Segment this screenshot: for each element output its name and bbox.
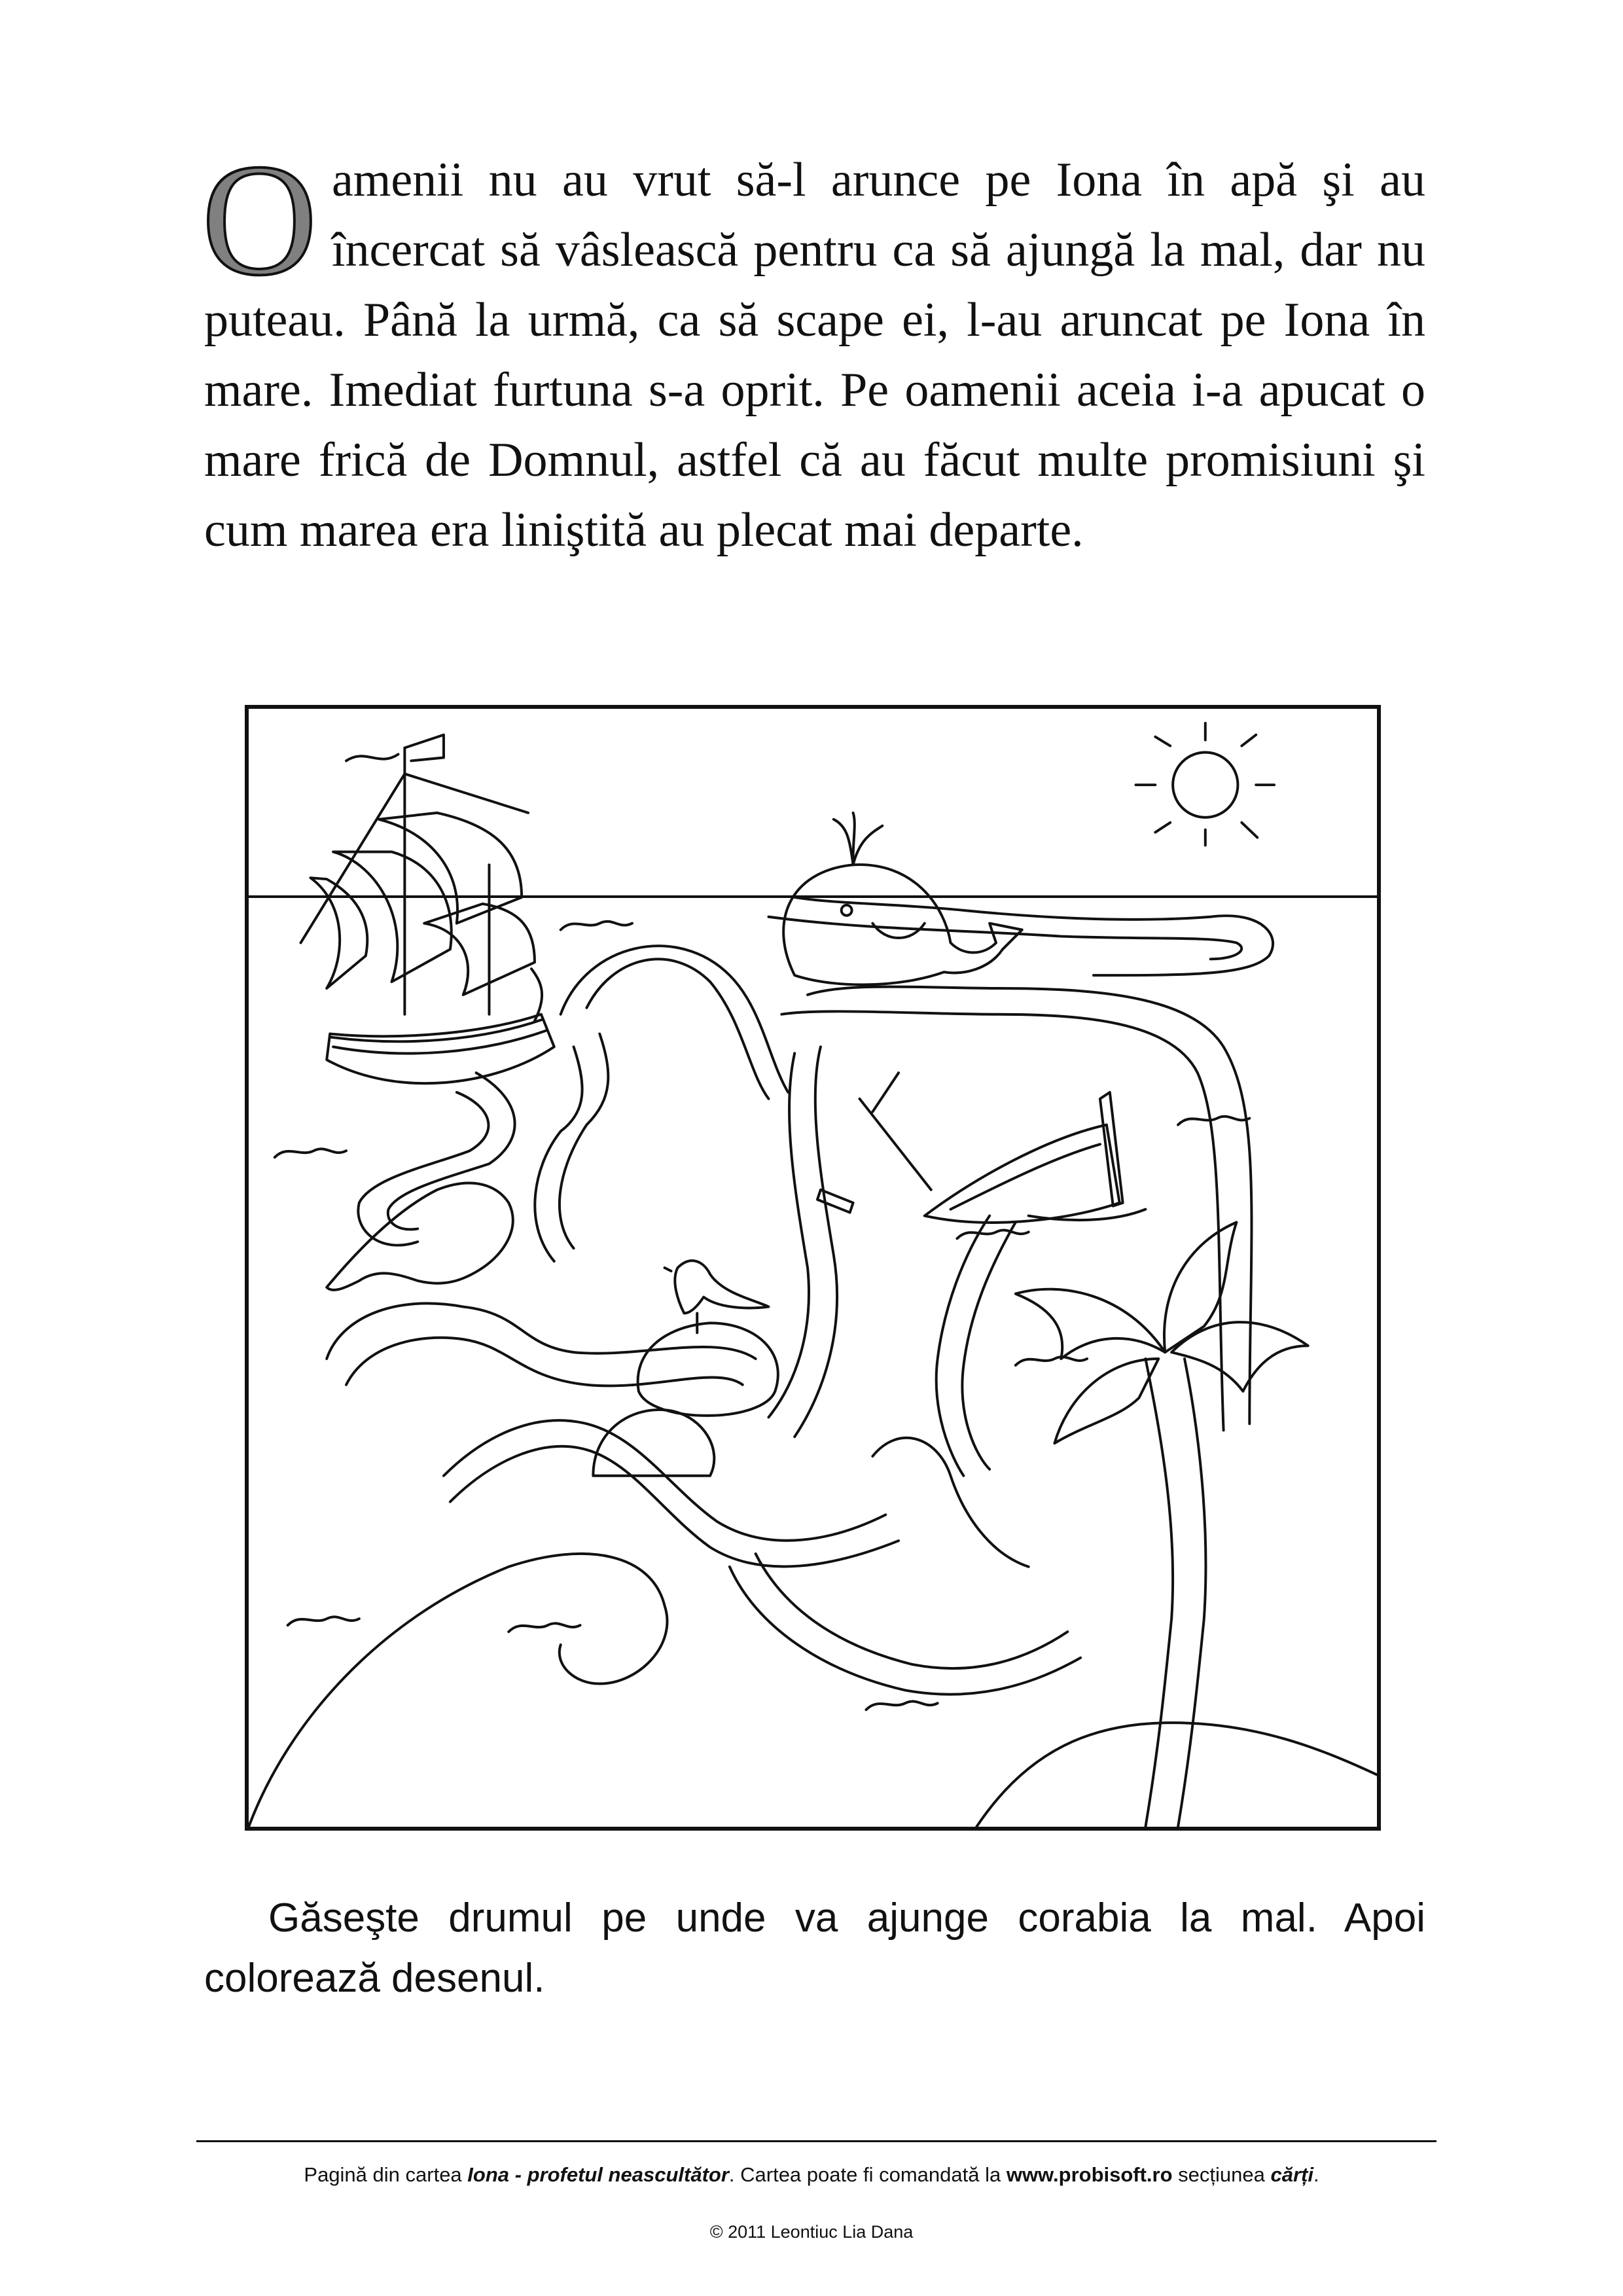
footer-divider bbox=[196, 2140, 1436, 2142]
copyright-note: © 2011 Leontiuc Lia Dana bbox=[709, 2222, 914, 2242]
rock-icon bbox=[593, 1323, 777, 1475]
footer-book-title: Iona - profetul neascultător bbox=[467, 2163, 729, 2186]
story-text: amenii nu au vrut să-l arunce pe Iona în apă şi au încercat să vâslească pentru ca să ajungă la mal, dar nu puteau. Până la urmă, ca să scape ei, l-au aruncat pe Iona în mare. Imediat furtuna s-a oprit. Pe oamenii aceia i-a apucat o mare frică de Domnul, astfel că au făcut multe promisiuni şi cum marea era liniştită au plecat mai departe. bbox=[204, 153, 1425, 557]
story-paragraph bbox=[202, 131, 1425, 565]
sun-icon bbox=[1136, 723, 1275, 846]
footer-section: cărți bbox=[1270, 2163, 1313, 2186]
maze-paths bbox=[327, 897, 1273, 1695]
whale-icon bbox=[783, 813, 1022, 985]
maze-illustration bbox=[245, 705, 1381, 1831]
palm-tree-icon bbox=[976, 1222, 1377, 1827]
ship-icon bbox=[300, 735, 554, 1083]
footer-suffix: . bbox=[1313, 2163, 1319, 2186]
footer-middle: . Cartea poate fi comandată la bbox=[728, 2163, 1007, 2186]
footer-prefix: Pagină din cartea bbox=[304, 2163, 468, 2186]
boat-wreck-icon bbox=[817, 1073, 1145, 1223]
footer-section-prefix: secțiunea bbox=[1172, 2163, 1271, 2186]
instruction-text: Găseşte drumul pe unde va ajunge corabia la mal. Apoi colorează desenul. bbox=[204, 1895, 1425, 2001]
footer-site-link[interactable]: www.probisoft.ro bbox=[1006, 2163, 1173, 2186]
drop-cap: O bbox=[202, 131, 317, 308]
footer-note bbox=[0, 2163, 1623, 2187]
